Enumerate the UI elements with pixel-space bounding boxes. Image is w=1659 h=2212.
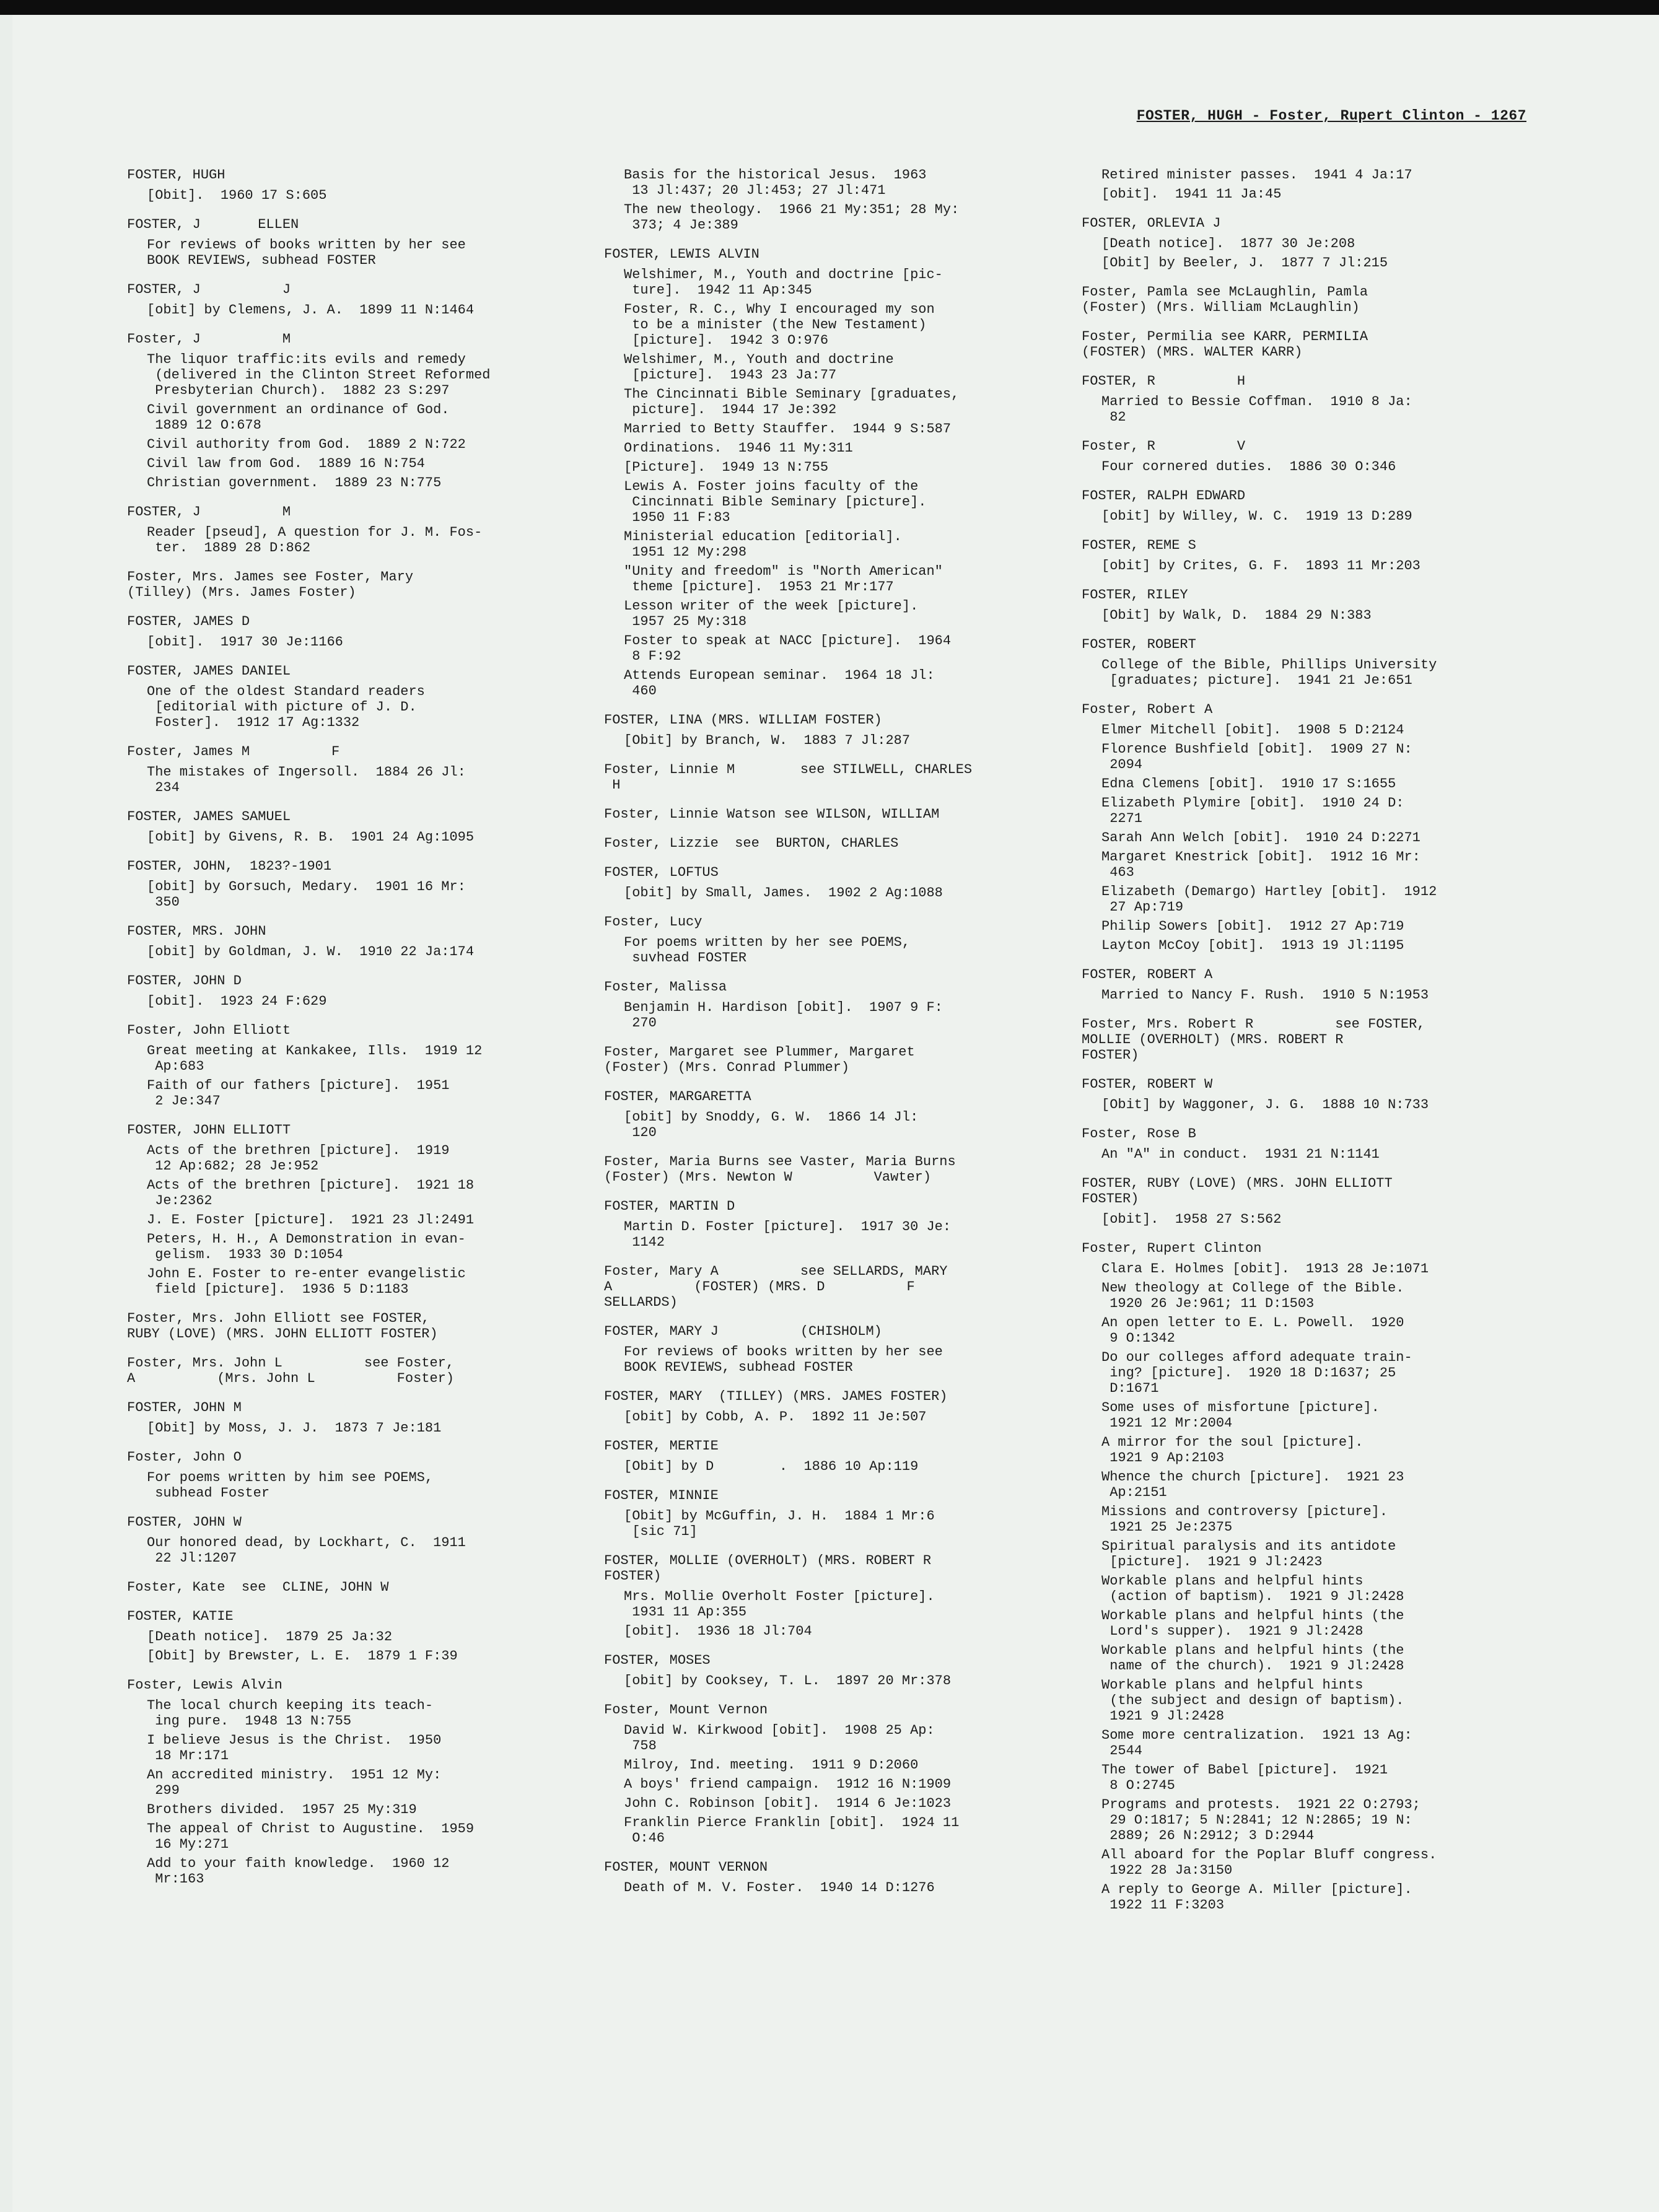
entry-reference: Workable plans and helpful hints (the subject and design of baptism). 1921 9 Jl:2428 <box>1101 1677 1404 1724</box>
entry-reference: Married to Betty Stauffer. 1944 9 S:587 <box>624 421 952 437</box>
index-entry <box>604 1553 1050 1639</box>
entry-reference: The new theology. 1966 21 My:351; 28 My: 373; 4 Je:389 <box>624 202 960 233</box>
index-entry <box>604 1199 1050 1250</box>
entry-reference: [Death notice]. 1879 25 Ja:32 <box>147 1629 393 1645</box>
index-entry <box>604 914 1050 966</box>
entry-heading: Foster, Mount Vernon <box>604 1702 768 1718</box>
entry-reference: College of the Bible, Phillips University [graduates; picture]. 1941 21 Je:651 <box>1101 657 1437 688</box>
entry-reference: New theology at College of the Bible. 1920 26 Je:961; 11 D:1503 <box>1101 1280 1404 1311</box>
entry-reference: The tower of Babel [picture]. 1921 8 O:2745 <box>1101 1762 1388 1793</box>
entry-reference: [obit] by Willey, W. C. 1919 13 D:289 <box>1101 509 1412 524</box>
index-entry <box>127 1122 573 1297</box>
index-entry <box>604 1389 1050 1425</box>
entry-reference: Acts of the brethren [picture]. 1921 18 Je:2362 <box>147 1178 475 1209</box>
entry-reference: [obit] by Gorsuch, Medary. 1901 16 Mr: 350 <box>147 879 466 910</box>
entry-heading: FOSTER, REME S <box>1082 538 1196 553</box>
index-entry <box>604 979 1050 1031</box>
entry-reference: Mrs. Mollie Overholt Foster [picture]. 1931 11 Ap:355 <box>624 1589 935 1620</box>
entry-reference: Spiritual paralysis and its antidote [picture]. 1921 9 Jl:2423 <box>1101 1539 1396 1570</box>
entry-reference: [obit]. 1923 24 F:629 <box>147 994 327 1009</box>
entry-reference: [Obit] by McGuffin, J. H. 1884 1 Mr:6 [sic 71] <box>624 1508 935 1539</box>
index-entry <box>127 744 573 795</box>
entry-heading: Foster, R V <box>1082 439 1246 454</box>
entry-reference: Ordinations. 1946 11 My:311 <box>624 440 853 456</box>
entry-reference: Do our colleges afford adequate train- ing? [picture]. 1920 18 D:1637; 25 D:1671 <box>1101 1350 1412 1396</box>
entry-reference: Christian government. 1889 23 N:775 <box>147 475 442 491</box>
entry-reference: The mistakes of Ingersoll. 1884 26 Jl: 234 <box>147 764 466 795</box>
entry-reference: [obit] by Goldman, J. W. 1910 22 Ja:174 <box>147 944 475 960</box>
index-entry <box>127 1609 573 1664</box>
entry-reference: Franklin Pierce Franklin [obit]. 1924 11 O:46 <box>624 1815 960 1846</box>
entry-heading: FOSTER, MINNIE <box>604 1488 719 1503</box>
entry-reference: Missions and controversy [picture]. 1921 25 Je:2375 <box>1101 1504 1388 1535</box>
entry-reference: Death of M. V. Foster. 1940 14 D:1276 <box>624 1880 935 1895</box>
index-entry <box>127 1023 573 1109</box>
index-entry <box>604 1089 1050 1140</box>
entry-heading: Foster, Mary A see SELLARDS, MARY A (FOSTER) (MRS. D F SELLARDS) <box>604 1264 948 1310</box>
entry-heading: FOSTER, JAMES SAMUEL <box>127 809 291 824</box>
entry-heading: FOSTER, ORLEVIA J <box>1082 216 1221 231</box>
entry-reference: A reply to George A. Miller [picture]. 1922 11 F:3203 <box>1101 1882 1412 1913</box>
entry-heading: Foster, Rupert Clinton <box>1082 1241 1262 1256</box>
entry-reference: Welshimer, M., Youth and doctrine [pic- ture]. 1942 11 Ap:345 <box>624 267 943 298</box>
entry-reference: [Obit] by Brewster, L. E. 1879 1 F:39 <box>147 1648 458 1664</box>
entry-reference: Some more centralization. 1921 13 Ag: 2544 <box>1101 1728 1412 1759</box>
index-entry <box>604 1044 1050 1075</box>
entry-heading: FOSTER, MOLLIE (OVERHOLT) (MRS. ROBERT R FOSTER) <box>604 1553 932 1584</box>
index-entry <box>127 167 573 203</box>
entry-heading: Foster, Mrs. Robert R see FOSTER, MOLLIE (OVERHOLT) (MRS. ROBERT R FOSTER) <box>1082 1016 1425 1063</box>
scan-top-border <box>0 0 1659 15</box>
entry-heading: Foster, John Elliott <box>127 1023 291 1038</box>
index-entry <box>1082 1126 1528 1162</box>
entry-reference: Welshimer, M., Youth and doctrine [picture]. 1943 23 Ja:77 <box>624 352 894 383</box>
entry-reference: [Obit] by D . 1886 10 Ap:119 <box>624 1459 919 1474</box>
entry-heading: Foster, Mrs. John L see Foster, A (Mrs. John L Foster) <box>127 1355 455 1386</box>
entry-reference: Some uses of misfortune [picture]. 1921 12 Mr:2004 <box>1101 1400 1380 1431</box>
index-entry <box>604 865 1050 901</box>
entry-reference: Programs and protests. 1921 22 O:2793; 29 O:1817; 5 N:2841; 12 N:2865; 19 N: 2889; 26 N:2912; 3 D:2944 <box>1101 1797 1420 1843</box>
entry-reference: David W. Kirkwood [obit]. 1908 25 Ap: 758 <box>624 1723 935 1754</box>
entry-heading: Foster, Lucy <box>604 914 703 930</box>
entry-heading: FOSTER, JOHN ELLIOTT <box>127 1122 291 1138</box>
index-entry <box>1082 216 1528 271</box>
entry-reference: [obit]. 1917 30 Je:1166 <box>147 634 343 650</box>
entry-reference: Whence the church [picture]. 1921 23 Ap:2151 <box>1101 1469 1404 1500</box>
entry-reference: Workable plans and helpful hints (the Lord's supper). 1921 9 Jl:2428 <box>1101 1608 1404 1639</box>
index-entry <box>1082 439 1528 474</box>
entry-reference: Retired minister passes. 1941 4 Ja:17 <box>1101 167 1412 183</box>
entry-heading: Foster, Linnie Watson see WILSON, WILLIAM <box>604 807 940 822</box>
index-entry <box>1082 488 1528 524</box>
index-entry <box>604 807 1050 822</box>
entry-heading: FOSTER, JOHN M <box>127 1400 242 1415</box>
entry-reference: Edna Clemens [obit]. 1910 17 S:1655 <box>1101 776 1396 792</box>
index-entry <box>604 1860 1050 1895</box>
entry-reference: Workable plans and helpful hints (action of baptism). 1921 9 Jl:2428 <box>1101 1573 1404 1604</box>
entry-heading: FOSTER, JOHN D <box>127 973 242 989</box>
entry-reference: Lesson writer of the week [picture]. 1957 25 My:318 <box>624 598 919 629</box>
entry-heading: Foster, Lewis Alvin <box>127 1677 282 1693</box>
entry-reference: The local church keeping its teach- ing pure. 1948 13 N:755 <box>147 1698 434 1729</box>
index-entry <box>1082 967 1528 1003</box>
entry-heading: FOSTER, ROBERT <box>1082 637 1196 652</box>
entry-heading: FOSTER, MERTIE <box>604 1438 719 1454</box>
index-entry <box>1082 1176 1528 1227</box>
index-entry <box>127 924 573 960</box>
index-page <box>12 15 1659 2212</box>
entry-heading: Foster, Malissa <box>604 979 727 995</box>
entry-reference: For reviews of books written by her see BOOK REVIEWS, subhead FOSTER <box>624 1344 943 1375</box>
entry-heading: FOSTER, J J <box>127 282 291 297</box>
entry-reference: Florence Bushfield [obit]. 1909 27 N: 2094 <box>1101 741 1412 772</box>
entry-reference: For reviews of books written by her see BOOK REVIEWS, subhead FOSTER <box>147 237 466 268</box>
entry-heading: FOSTER, JAMES D <box>127 614 250 629</box>
entry-reference: A boys' friend campaign. 1912 16 N:1909 <box>624 1777 952 1792</box>
entry-heading: FOSTER, MRS. JOHN <box>127 924 266 939</box>
entry-heading: Foster, Mrs. James see Foster, Mary (Tilley) (Mrs. James Foster) <box>127 569 414 600</box>
entry-reference: Workable plans and helpful hints (the name of the church). 1921 9 Jl:2428 <box>1101 1643 1404 1674</box>
index-entry <box>604 712 1050 748</box>
entry-reference: Martin D. Foster [picture]. 1917 30 Je: 1142 <box>624 1219 952 1250</box>
entry-reference: [Obit] by Moss, J. J. 1873 7 Je:181 <box>147 1420 442 1436</box>
index-entry <box>604 1154 1050 1185</box>
entry-reference: Married to Bessie Coffman. 1910 8 Ja: 82 <box>1101 394 1412 425</box>
index-entry <box>1082 167 1528 202</box>
entry-reference: Elizabeth Plymire [obit]. 1910 24 D: 2271 <box>1101 795 1404 826</box>
index-entry <box>1082 1016 1528 1063</box>
entry-heading: FOSTER, RALPH EDWARD <box>1082 488 1246 504</box>
index-entry <box>604 1488 1050 1539</box>
index-entry <box>1082 1241 1528 1913</box>
entry-heading: FOSTER, MOSES <box>604 1653 711 1668</box>
entry-reference: All aboard for the Poplar Bluff congress. 1922 28 Ja:3150 <box>1101 1847 1437 1878</box>
entry-heading: FOSTER, LOFTUS <box>604 865 719 880</box>
entry-reference: "Unity and freedom" is "North American" theme [picture]. 1953 21 Mr:177 <box>624 564 943 595</box>
entry-reference: [obit]. 1936 18 Jl:704 <box>624 1624 812 1639</box>
entry-heading: Foster, Rose B <box>1082 1126 1196 1142</box>
entry-reference: Brothers divided. 1957 25 My:319 <box>147 1802 417 1817</box>
entry-reference: [obit]. 1941 11 Ja:45 <box>1101 186 1282 202</box>
entry-heading: FOSTER, R H <box>1082 374 1246 389</box>
index-entry <box>604 1653 1050 1689</box>
entry-reference: John E. Foster to re-enter evangelistic field [picture]. 1936 5 D:1183 <box>147 1266 466 1297</box>
index-entry <box>1082 374 1528 425</box>
entry-reference: [obit] by Small, James. 1902 2 Ag:1088 <box>624 885 943 901</box>
index-entry <box>604 1702 1050 1846</box>
entry-reference: Elmer Mitchell [obit]. 1908 5 D:2124 <box>1101 722 1404 738</box>
entry-heading: Foster, Maria Burns see Vaster, Maria Burns (Foster) (Mrs. Newton W Vawter) <box>604 1154 956 1185</box>
entry-reference: Layton McCoy [obit]. 1913 19 Jl:1195 <box>1101 938 1404 953</box>
entry-heading: Foster, Margaret see Plummer, Margaret (Foster) (Mrs. Conrad Plummer) <box>604 1044 915 1075</box>
entry-reference: An accredited ministry. 1951 12 My: 299 <box>147 1767 442 1798</box>
entry-reference: [obit] by Givens, R. B. 1901 24 Ag:1095 <box>147 829 475 845</box>
entry-reference: [Death notice]. 1877 30 Je:208 <box>1101 236 1355 251</box>
entry-reference: [obit] by Snoddy, G. W. 1866 14 Jl: 120 <box>624 1109 919 1140</box>
entry-reference: For poems written by her see POEMS, suvhead FOSTER <box>624 935 911 966</box>
entry-heading: FOSTER, RILEY <box>1082 587 1188 603</box>
entry-heading: FOSTER, J M <box>127 504 291 520</box>
entry-reference: Foster to speak at NACC [picture]. 1964 8 F:92 <box>624 633 952 664</box>
entry-heading: Foster, Lizzie see BURTON, CHARLES <box>604 836 899 851</box>
entry-heading: Foster, Pamla see McLaughlin, Pamla (Foster) (Mrs. William McLaughlin) <box>1082 284 1368 315</box>
index-entry <box>604 247 1050 699</box>
entry-reference: For poems written by him see POEMS, subhead Foster <box>147 1470 434 1501</box>
index-entry <box>604 167 1050 233</box>
column-left <box>127 167 573 1900</box>
entry-reference: [Picture]. 1949 13 N:755 <box>624 460 829 475</box>
index-entry <box>1082 702 1528 953</box>
entry-reference: [Obit] by Branch, W. 1883 7 Jl:287 <box>624 733 911 748</box>
entry-heading: FOSTER, JOHN W <box>127 1515 242 1530</box>
entry-reference: Sarah Ann Welch [obit]. 1910 24 D:2271 <box>1101 830 1420 846</box>
entry-heading: FOSTER, LINA (MRS. WILLIAM FOSTER) <box>604 712 882 728</box>
entry-reference: [obit]. 1958 27 S:562 <box>1101 1212 1282 1227</box>
entry-heading: Foster, Linnie M see STILWELL, CHARLES H <box>604 762 973 793</box>
index-entry <box>127 614 573 650</box>
entry-reference: [Obit] by Beeler, J. 1877 7 Jl:215 <box>1101 255 1388 271</box>
index-entry <box>1082 284 1528 315</box>
entry-heading: Foster, J M <box>127 331 291 347</box>
entry-reference: [obit] by Cobb, A. P. 1892 11 Je:507 <box>624 1409 927 1425</box>
entry-heading: FOSTER, MARY (TILLEY) (MRS. JAMES FOSTER) <box>604 1389 948 1404</box>
entry-reference: The liquor traffic:its evils and remedy (delivered in the Clinton Street Reformed Presbyterian Church). 1882 23 S:297 <box>147 352 491 398</box>
entry-reference: [Obit]. 1960 17 S:605 <box>147 188 327 203</box>
entry-heading: FOSTER, LEWIS ALVIN <box>604 247 759 262</box>
index-entry <box>127 1580 573 1595</box>
column-right <box>1082 167 1528 1926</box>
index-entry <box>127 504 573 556</box>
index-entry <box>127 1515 573 1566</box>
index-entry <box>604 1324 1050 1375</box>
entry-reference: Civil authority from God. 1889 2 N:722 <box>147 437 466 452</box>
entry-reference: One of the oldest Standard readers [editorial with picture of J. D. Foster]. 1912 17 Ag:1332 <box>147 684 425 730</box>
index-entry <box>604 836 1050 851</box>
index-entry <box>127 1677 573 1887</box>
index-entry <box>1082 637 1528 688</box>
entry-reference: Philip Sowers [obit]. 1912 27 Ap:719 <box>1101 919 1404 934</box>
entry-heading: FOSTER, MARY J (CHISHOLM) <box>604 1324 882 1339</box>
entry-reference: Acts of the brethren [picture]. 1919 12 Ap:682; 28 Je:952 <box>147 1143 450 1174</box>
index-entry <box>127 1355 573 1386</box>
index-entry <box>127 1449 573 1501</box>
entry-reference: Reader [pseud], A question for J. M. Fos- ter. 1889 28 D:862 <box>147 525 483 556</box>
entry-reference: J. E. Foster [picture]. 1921 23 Jl:2491 <box>147 1212 475 1228</box>
index-entry <box>127 569 573 600</box>
entry-reference: Basis for the historical Jesus. 1963 13 Jl:437; 20 Jl:453; 27 Jl:471 <box>624 167 927 198</box>
entry-heading: Foster, Mrs. John Elliott see FOSTER, RUBY (LOVE) (MRS. JOHN ELLIOTT FOSTER) <box>127 1311 438 1342</box>
index-entry <box>127 282 573 318</box>
entry-reference: Our honored dead, by Lockhart, C. 1911 22 Jl:1207 <box>147 1535 466 1566</box>
index-entry <box>127 663 573 730</box>
entry-reference: Foster, R. C., Why I encouraged my son to be a minister (the New Testament) [picture]. 1942 3 O:976 <box>624 302 935 348</box>
entry-reference: Ministerial education [editorial]. 1951 12 My:298 <box>624 529 902 560</box>
index-entry <box>127 859 573 910</box>
entry-reference: Lewis A. Foster joins faculty of the Cincinnati Bible Seminary [picture]. 1950 11 F:83 <box>624 479 927 525</box>
entry-reference: The appeal of Christ to Augustine. 1959 16 My:271 <box>147 1821 475 1852</box>
entry-reference: [obit] by Clemens, J. A. 1899 11 N:1464 <box>147 302 475 318</box>
entry-reference: The Cincinnati Bible Seminary [graduates, picture]. 1944 17 Je:392 <box>624 387 960 417</box>
entry-reference: Elizabeth (Demargo) Hartley [obit]. 1912 27 Ap:719 <box>1101 884 1437 915</box>
entry-reference: Civil law from God. 1889 16 N:754 <box>147 456 425 471</box>
entry-heading: FOSTER, MARGARETTA <box>604 1089 751 1104</box>
entry-reference: Milroy, Ind. meeting. 1911 9 D:2060 <box>624 1757 919 1773</box>
entry-heading: FOSTER, J ELLEN <box>127 217 299 232</box>
entry-reference: A mirror for the soul [picture]. 1921 9 Ap:2103 <box>1101 1435 1364 1466</box>
index-entry <box>1082 587 1528 623</box>
entry-heading: Foster, Kate see CLINE, JOHN W <box>127 1580 389 1595</box>
index-entry <box>1082 538 1528 574</box>
entry-reference: Add to your faith knowledge. 1960 12 Mr:163 <box>147 1856 450 1887</box>
column-middle <box>604 167 1050 1909</box>
entry-reference: [obit] by Crites, G. F. 1893 11 Mr:203 <box>1101 558 1420 574</box>
index-entry <box>127 809 573 845</box>
index-entry <box>604 1264 1050 1310</box>
entry-heading: FOSTER, JAMES DANIEL <box>127 663 291 679</box>
entry-heading: Foster, John O <box>127 1449 242 1465</box>
entry-heading: FOSTER, RUBY (LOVE) (MRS. JOHN ELLIOTT FOSTER) <box>1082 1176 1393 1207</box>
entry-heading: FOSTER, ROBERT W <box>1082 1077 1213 1092</box>
index-entry <box>1082 329 1528 360</box>
entry-heading: Foster, Robert A <box>1082 702 1213 717</box>
index-entry <box>604 1438 1050 1474</box>
entry-reference: I believe Jesus is the Christ. 1950 18 Mr:171 <box>147 1733 442 1764</box>
entry-reference: Married to Nancy F. Rush. 1910 5 N:1953 <box>1101 987 1429 1003</box>
entry-heading: FOSTER, MOUNT VERNON <box>604 1860 768 1875</box>
entry-reference: Peters, H. H., A Demonstration in evan- gelism. 1933 30 D:1054 <box>147 1231 466 1262</box>
entry-reference: [Obit] by Waggoner, J. G. 1888 10 N:733 <box>1101 1097 1429 1113</box>
index-entry <box>127 217 573 268</box>
index-entry <box>604 762 1050 793</box>
entry-heading: FOSTER, MARTIN D <box>604 1199 735 1214</box>
entry-reference: Clara E. Holmes [obit]. 1913 28 Je:1071 <box>1101 1261 1429 1277</box>
index-entry <box>1082 1077 1528 1113</box>
entry-heading: Foster, James M F <box>127 744 340 759</box>
entry-heading: FOSTER, HUGH <box>127 167 225 183</box>
entry-reference: Faith of our fathers [picture]. 1951 2 Je:347 <box>147 1078 450 1109</box>
entry-reference: Margaret Knestrick [obit]. 1912 16 Mr: 463 <box>1101 849 1420 880</box>
entry-heading: Foster, Permilia see KARR, PERMILIA (FOSTER) (MRS. WALTER KARR) <box>1082 329 1368 360</box>
entry-reference: Attends European seminar. 1964 18 Jl: 460 <box>624 668 935 699</box>
entry-reference: Great meeting at Kankakee, Ills. 1919 12 Ap:683 <box>147 1043 483 1074</box>
entry-heading: FOSTER, JOHN, 1823?-1901 <box>127 859 332 874</box>
entry-reference: An "A" in conduct. 1931 21 N:1141 <box>1101 1147 1380 1162</box>
index-entry <box>127 1400 573 1436</box>
index-entry <box>127 331 573 491</box>
entry-reference: [obit] by Cooksey, T. L. 1897 20 Mr:378 <box>624 1673 952 1689</box>
entry-reference: An open letter to E. L. Powell. 1920 9 O:1342 <box>1101 1315 1404 1346</box>
index-entry <box>127 1311 573 1342</box>
entry-heading: FOSTER, ROBERT A <box>1082 967 1213 982</box>
entry-heading: FOSTER, KATIE <box>127 1609 234 1624</box>
entry-reference: Benjamin H. Hardison [obit]. 1907 9 F: 270 <box>624 1000 943 1031</box>
entry-reference: Civil government an ordinance of God. 1889 12 O:678 <box>147 402 450 433</box>
running-head: FOSTER, HUGH - Foster, Rupert Clinton - 1267 <box>1136 108 1526 124</box>
entry-reference: Four cornered duties. 1886 30 O:346 <box>1101 459 1396 474</box>
entry-reference: [Obit] by Walk, D. 1884 29 N:383 <box>1101 608 1372 623</box>
index-entry <box>127 973 573 1009</box>
entry-reference: John C. Robinson [obit]. 1914 6 Je:1023 <box>624 1796 952 1811</box>
